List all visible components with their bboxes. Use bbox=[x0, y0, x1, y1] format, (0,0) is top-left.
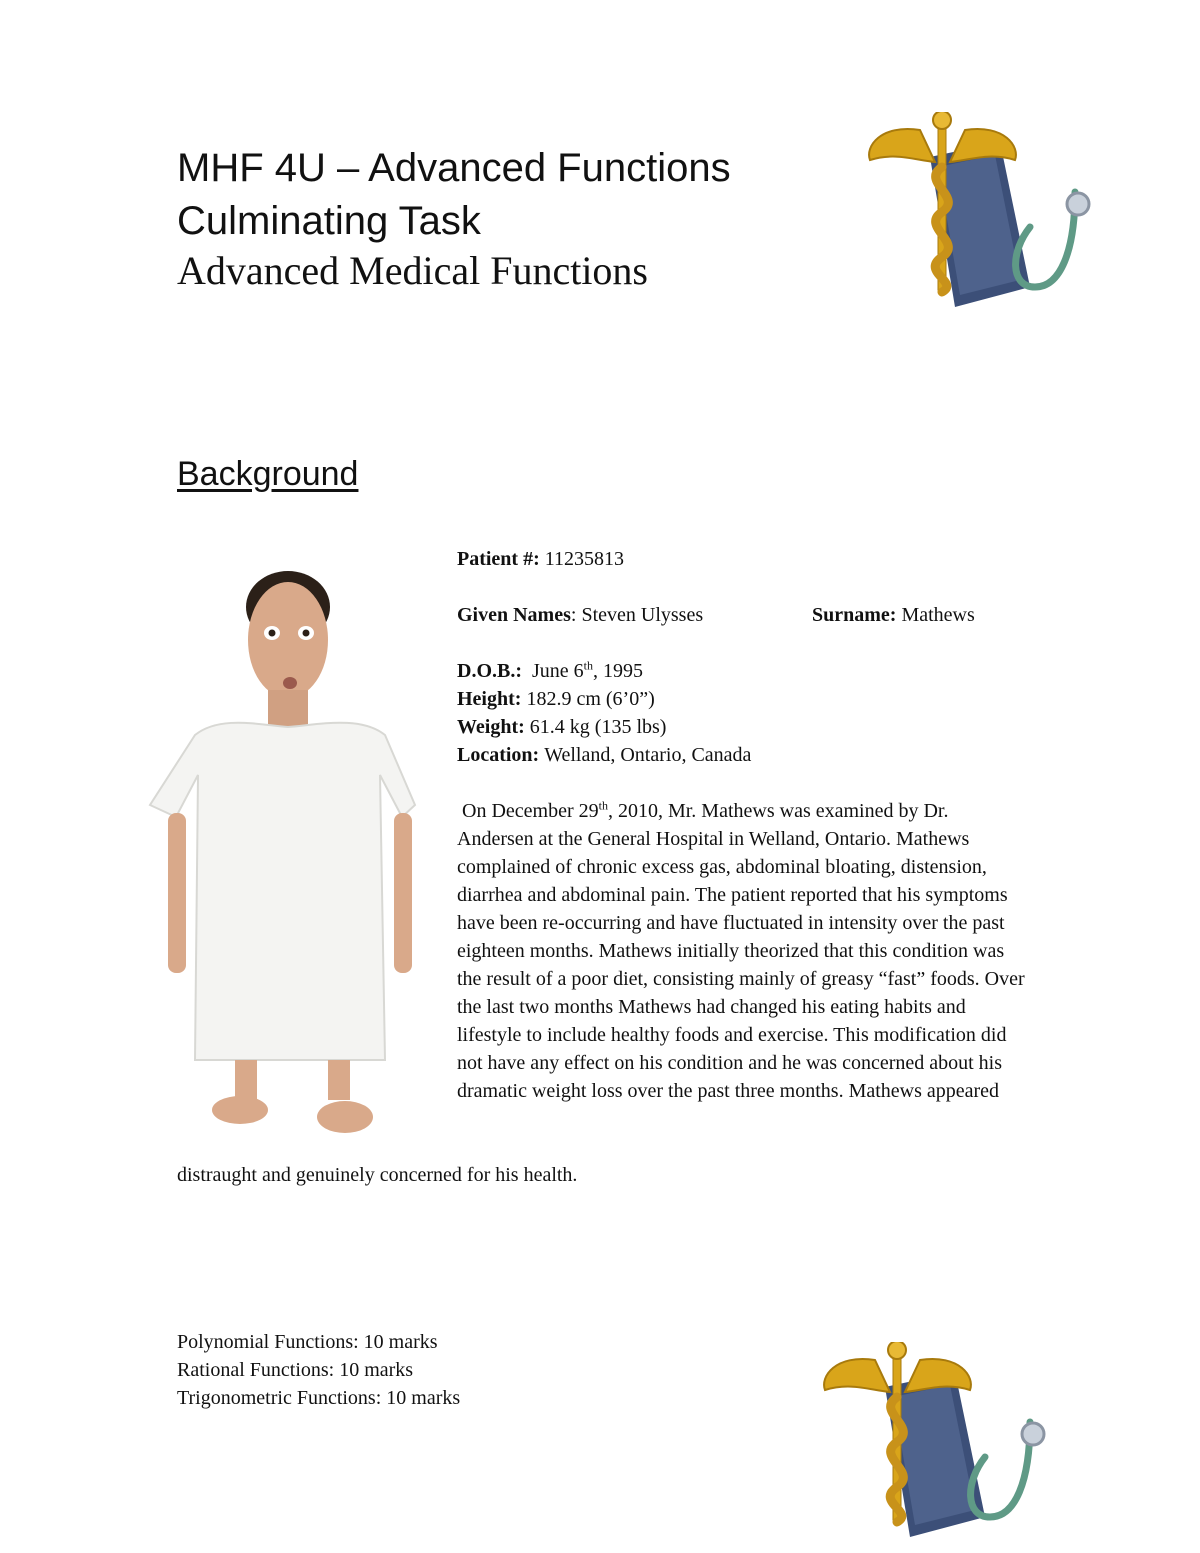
foot-left bbox=[212, 1096, 268, 1124]
staff-knob bbox=[933, 112, 951, 129]
marks-list bbox=[177, 1328, 460, 1412]
paragraph-last-line: distraught and genuinely concerned for his health. bbox=[177, 1164, 578, 1186]
height-label: Height: bbox=[457, 688, 522, 710]
wing-left bbox=[824, 1359, 890, 1392]
dob-year: , 1995 bbox=[593, 660, 644, 682]
pupil-right bbox=[303, 630, 310, 637]
caduceus-stethoscope-icon bbox=[815, 1342, 1055, 1542]
dob-sup: th bbox=[583, 658, 594, 673]
given-names-value: : Steven Ulysses bbox=[570, 604, 704, 626]
stethoscope-head bbox=[1022, 1423, 1044, 1445]
dob-label: D.O.B.: bbox=[457, 660, 522, 682]
title-subtitle: Advanced Medical Functions bbox=[177, 248, 648, 293]
dob-month-day: June 6 bbox=[532, 660, 584, 682]
weight bbox=[457, 713, 666, 741]
staff-knob bbox=[888, 1342, 906, 1359]
foot-right bbox=[317, 1101, 373, 1133]
marks-rational: Rational Functions: 10 marks bbox=[177, 1359, 414, 1381]
arm-right bbox=[394, 813, 412, 973]
paragraph-body: , 2010, Mr. Mathews was examined by Dr. Andersen at the General Hospital in Welland, Ontario. Mathews complained of chronic excess gas, abdominal bloating, distension, diarrhea and abdominal pain. The patient reported that his symptoms have been re-occurring and have fluctuated in intensity over the past eighteen months. Mathews initially theorized that this condition was the result of a poor diet, consisting mainly of greasy “fast” foods. Over the last two months Mathews had changed his eating habits and lifestyle to include healthy foods and exercise. This modification did not have any effect on his condition and he was concerned about his dramatic weight loss over the past three months. Mathews appeared bbox=[457, 800, 1025, 1102]
surname-label: Surname: bbox=[812, 604, 897, 626]
wing-right bbox=[950, 129, 1016, 162]
patient-number bbox=[457, 545, 624, 573]
marks-trigonometric: Trigonometric Functions: 10 marks bbox=[177, 1387, 461, 1409]
caduceus-stethoscope-icon bbox=[860, 112, 1100, 312]
title-course: MHF 4U – Advanced Functions bbox=[177, 146, 731, 190]
weight-value: 61.4 kg (135 lbs) bbox=[529, 716, 667, 738]
patient-photo bbox=[140, 555, 440, 1145]
dob bbox=[457, 657, 643, 685]
patient-number-label: Patient #: bbox=[457, 548, 540, 570]
given-names bbox=[457, 601, 703, 629]
section-heading-background: Background bbox=[177, 455, 359, 493]
height bbox=[457, 685, 655, 713]
stethoscope-head bbox=[1067, 193, 1089, 215]
given-names-label: Given Names bbox=[457, 604, 571, 626]
neck bbox=[268, 690, 308, 730]
mouth bbox=[283, 677, 297, 689]
location-value: Welland, Ontario, Canada bbox=[544, 744, 752, 766]
surname bbox=[812, 601, 975, 629]
location bbox=[457, 741, 751, 769]
paragraph-lead: On December 29 bbox=[462, 800, 599, 822]
location-label: Location: bbox=[457, 744, 540, 766]
wing-left bbox=[869, 129, 935, 162]
title-task: Culminating Task bbox=[177, 199, 481, 243]
case-paragraph bbox=[457, 797, 1027, 1105]
paragraph-sup: th bbox=[598, 798, 608, 813]
leg-left bbox=[235, 1060, 257, 1100]
wing-right bbox=[905, 1359, 971, 1392]
surname-value: Mathews bbox=[901, 604, 975, 626]
leg-right bbox=[328, 1060, 350, 1100]
height-value: 182.9 cm (6’0”) bbox=[526, 688, 655, 710]
hospital-gown bbox=[150, 723, 415, 1060]
arm-left bbox=[168, 813, 186, 973]
pupil-left bbox=[269, 630, 276, 637]
weight-label: Weight: bbox=[457, 716, 525, 738]
patient-number-value: 11235813 bbox=[544, 548, 625, 570]
marks-polynomial: Polynomial Functions: 10 marks bbox=[177, 1331, 438, 1353]
